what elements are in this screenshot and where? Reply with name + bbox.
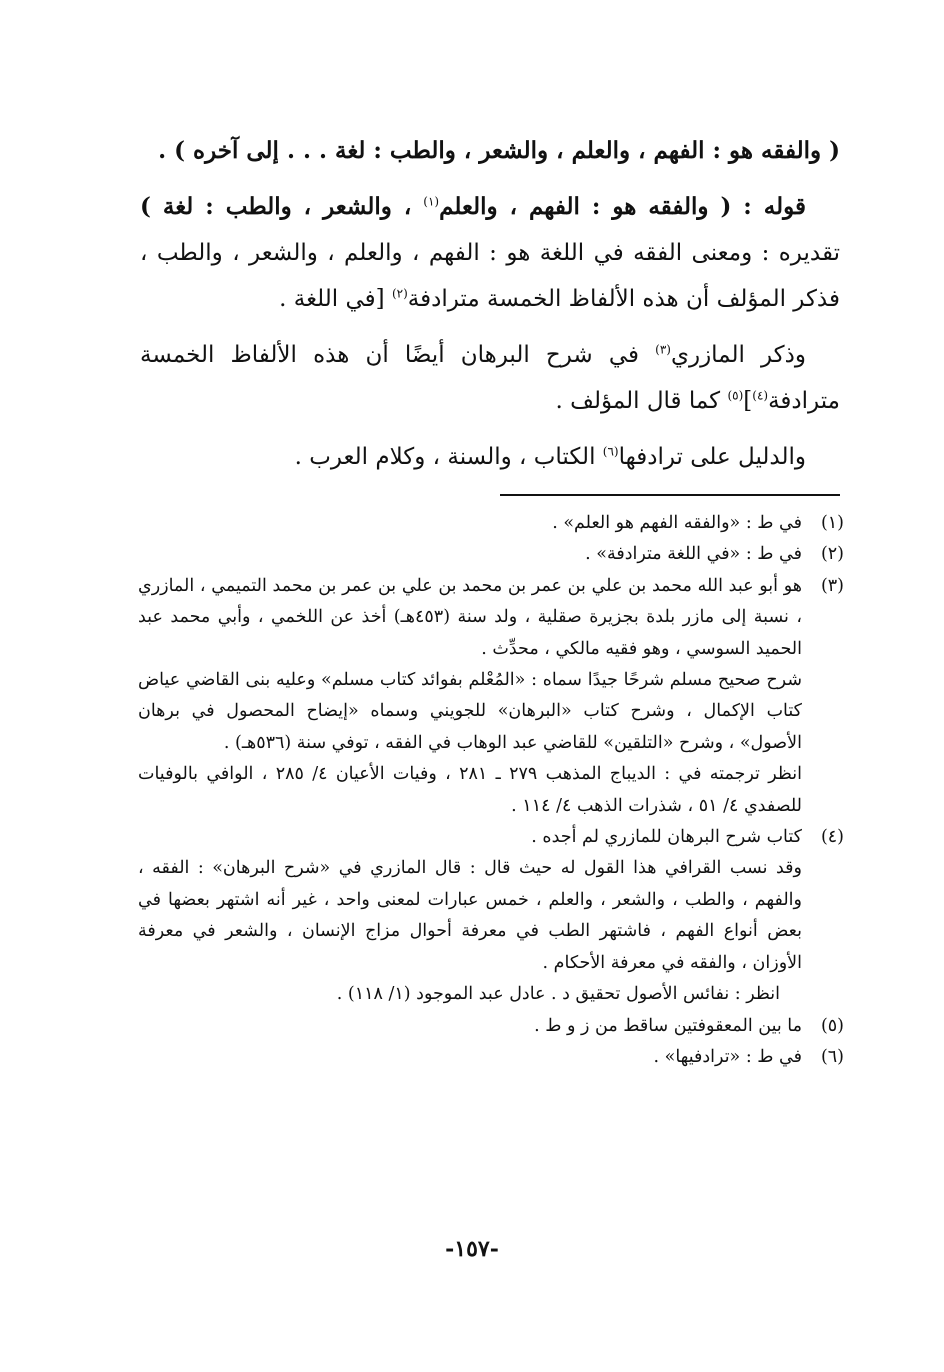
- footnote-ref-6[interactable]: (٦): [602, 444, 619, 459]
- para2-text-a: وذكر المازري: [670, 342, 806, 368]
- footnote-text: في ط : «في اللغة مترادفة» .: [585, 544, 802, 565]
- heading-line: [140, 128, 840, 174]
- footnote-5: [138, 1011, 844, 1042]
- para3-text-a: والدليل على ترادفها: [618, 444, 806, 470]
- footnote-4: [138, 822, 844, 1010]
- para2-text-b: في شرح البرهان أيضًا أن هذه الألفاظ الخمسة مترادفة: [140, 342, 840, 414]
- paragraph-2: [140, 332, 840, 424]
- footnote-ref-1[interactable]: (١): [423, 194, 440, 209]
- footnote-1: [138, 508, 844, 539]
- footnote-3-bio: هو أبو عبد الله محمد بن علي بن عمر بن محمد بن علي بن عمر بن محمد التميمي ، المازري ، نسبة إلى مازر بلدة بجزيرة صقلية ، ولد سنة (٤٥٣هـ) أخذ عن اللخمي ، وأبي محمد عبد الحميد السوسي ، وهو فقيه مالكي ، محدِّث .: [138, 575, 802, 659]
- footnote-ref-3[interactable]: (٣): [655, 342, 671, 357]
- paragraph-3: [140, 434, 840, 480]
- footnote-number: (٣): [820, 575, 844, 596]
- footnote-ref-2[interactable]: (٢): [391, 286, 408, 301]
- footnote-4-quote: وقد نسب القرافي هذا القول له حيث قال : قال المازري في «شرح البرهان» : الفقه ، والفهم ، والطب ، والشعر ، والعلم ، خمس عبارات لمعنى واحد ، غير أنه اشتهر بعضها في بعض أنواع الفهم ، فاشتهر الطب في معرفة أحوال مزاج الإنسان ، والشعر في معرفة الأوزان ، والفقه في معرفة الأحكام .: [138, 858, 802, 973]
- footnote-text: في ط : «ترادفيها» .: [653, 1046, 802, 1067]
- footnote-text: في ط : «والفقه الفهم هو العلم» .: [552, 513, 802, 533]
- footnote-number: (٦): [820, 1046, 844, 1067]
- footnote-body: [138, 571, 802, 822]
- footnote-divider: [500, 494, 840, 496]
- footnote-4-source: انظر : نفائس الأصول تحقيق د . عادل عبد الموجود (١/ ١١٨) .: [336, 984, 780, 1005]
- footnote-3: [138, 571, 844, 822]
- para3-text-b: الكتاب ، والسنة ، وكلام العرب .: [294, 444, 603, 470]
- heading-text: ( والفقه هو : الفهم ، والعلم ، والشعر ، والطب : لغة . . . إلى آخره ) .: [158, 137, 840, 164]
- para1-tail: [في اللغة .: [279, 286, 392, 312]
- paragraph-1: [140, 184, 840, 322]
- footnote-number: (١): [820, 513, 844, 533]
- footnote-number: (٤): [820, 827, 844, 848]
- footnotes: [138, 508, 844, 1073]
- para1-rest: تقديره : ومعنى الفقه في اللغة هو : الفهم ، والعلم ، والشعر ، والطب ، فذكر المؤلف أن هذه الألفاظ الخمسة مترادفة: [140, 240, 840, 312]
- footnote-number: (٥): [820, 1015, 844, 1036]
- footnote-text: ما بين المعقوفتين ساقط من ز و ط .: [534, 1015, 802, 1036]
- para2-text-c: ]: [743, 388, 753, 414]
- main-text: [140, 128, 840, 490]
- footnote-4-line1: كتاب شرح البرهان للمازري لم أجده .: [531, 827, 802, 848]
- page-number: -١٥٧-: [445, 1236, 499, 1262]
- para1-bold-b: ، والشعر ، والطب : لغة ): [140, 193, 424, 220]
- footnote-2: [138, 539, 844, 570]
- para2-text-d: كما قال المؤلف .: [555, 388, 728, 414]
- footnote-3-works: شرح صحيح مسلم شرحًا جيدًا سماه : «المُعْلم بفوائد كتاب مسلم» وعليه بنى القاضي عياض كتاب الإكمال ، وشرح كتاب «البرهان» للجويني وسماه «إيضاح المحصول في برهان الأصول» ، وشرح «التلقين» للقاضي عبد الوهاب في الفقه ، توفي سنة (٥٣٦هـ) .: [138, 670, 802, 753]
- footnote-ref-5[interactable]: (٥): [727, 388, 744, 403]
- footnote-6: [138, 1042, 844, 1073]
- footnote-number: (٢): [820, 544, 844, 565]
- footnote-ref-4[interactable]: (٤): [752, 388, 769, 403]
- para1-bold-a: قوله : ( والفقه هو : الفهم ، والعلم: [439, 193, 806, 220]
- footnote-body: [138, 822, 802, 1010]
- footnote-3-sources: انظر ترجمته في : الديباج المذهب ٢٧٩ ـ ٢٨١ ، وفيات الأعيان ٤/ ٢٨٥ ، الوافي بالوفيات للصفدي ٤/ ٥١ ، شذرات الذهب ٤/ ١١٤ .: [138, 764, 802, 816]
